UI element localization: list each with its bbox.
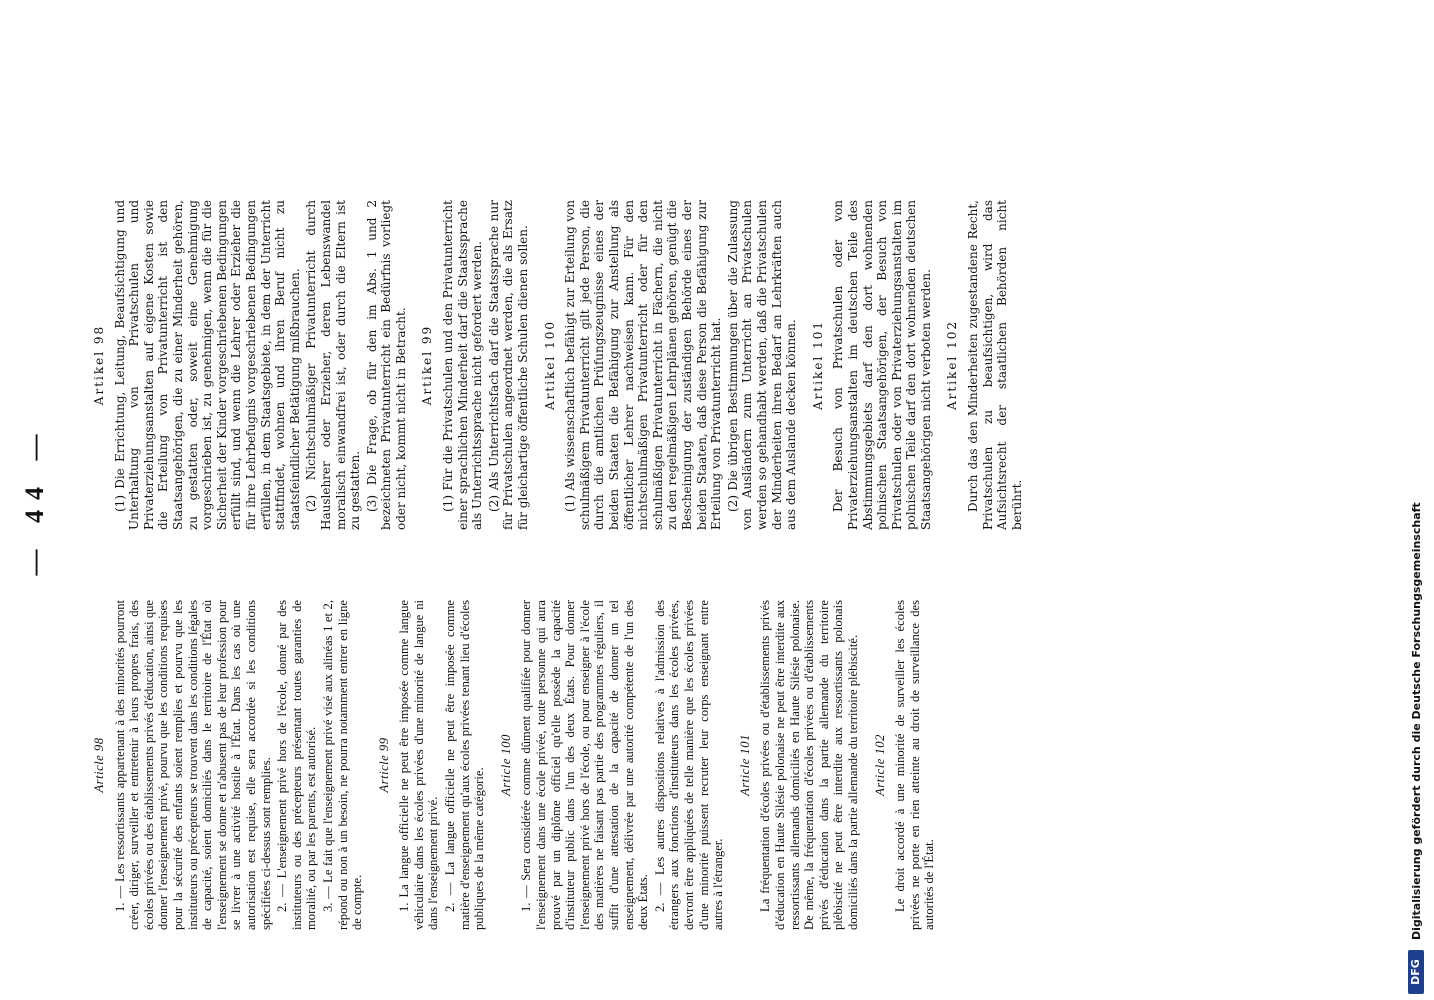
french-article — [92, 600, 365, 930]
article-title: Artikel 102 — [945, 320, 960, 410]
german-column — [80, 200, 1410, 530]
article-paragraph: La fréquentation d'écoles privées ou d'établissements privés d'éducation en Haute Silésie polonaise ne peut être interdite aux ressortissants allemands domiciliés en Haute Silésie polonaise. De même, la fréquentation d'écoles privées ou d'établissements privés d'éducation dans la partie allemande du territoire plébiscité ne peut être interdite aux ressortissants polonais domiciliés dans la partie allemande du territoire plébiscité. — [758, 600, 860, 930]
article-paragraph: Der Besuch von Privatschulen oder von Privaterziehungsanstalten im deutschen Teile des Abstimmungsgebiets darf den dort wohnenden polnischen Staatsangehörigen, der Besuch von Privatschulen oder von Privaterziehungsanstalten im polnischen Teile darf den dort wohnenden deutschen Staatsangehörigen nicht verboten werden. — [831, 200, 933, 530]
article-title: Article 99 — [376, 737, 391, 793]
article-title: Article 100 — [498, 734, 513, 796]
article-paragraph: 1. La langue officielle ne peut être imposée comme langue véhiculaire dans les écoles privées d'une minorité de langue ni dans l'enseignement privé. — [397, 600, 441, 930]
page-number: — 44 — — [20, 424, 49, 576]
digitization-footer — [1400, 0, 1434, 1000]
french-article — [738, 600, 861, 930]
french-column — [80, 600, 1410, 930]
article-paragraph: (1) Als wissenschaftlich befähigt zur Erteilung von schulmäßigem Privatunterricht gilt jede Person, die durch die amtlichen Prüfungszeugnisse eines der beiden Staaten die Befähigung zur Anstellung als öffentlicher Lehrer nachweisen kann. Für den nichtschulmäßigen Privatunterricht oder für den schulmäßigen Privatunterricht in Fächern, die nicht zu den regelmäßigen Lehrplänen gehören, genügt die Bescheinigung der zuständigen Behörde eines der beiden Staaten, daß diese Person die Befähigung zur Erteilung von Privatunterricht hat. — [563, 200, 724, 530]
article-paragraph: (2) Die übrigen Bestimmungen über die Zulassung von Ausländern zum Unterricht an Privatschulen werden so gehandhabt werden, daß die Privatschulen der Minderheiten ihren Bedarf an Lehrkräften auch aus dem Auslande decken können. — [725, 200, 799, 530]
article-paragraph: 2. — Les autres dispositions relatives à l'admission des étrangers aux fonctions d'instituteurs dans les écoles privées, devront être appliquées de telle manière que les écoles privées d'une minorité puissent recruter leur corps enseignant entre autres à l'étranger. — [652, 600, 726, 930]
french-article — [377, 600, 487, 930]
article-paragraph: (2) Als Unterrichtsfach darf die Staatssprache nur für Privatschulen angeordnet werden, die als Ersatz für gleichartige öffentliche Schulen dienen sollen. — [486, 200, 531, 530]
article-title: Artikel 99 — [420, 324, 435, 406]
dfg-logo: DFG — [1408, 950, 1424, 994]
german-article — [92, 200, 408, 530]
article-paragraph: 1. — Les ressortissants appartenant à des minorités pourront créer, diriger, surveiller et entretenir à leurs propres frais, des écoles privées ou des établissements privés d'éducation, ainsi que donner l'enseignement privé, pourvu que les conditions requises pour la sécurité des enfants soient remplies et pourvu que les instituteurs ou précepteurs se trouvent dans les conditions légales de capacité, soient domiciliés dans le territoire de l'État où l'enseignement se donne et n'abusent pas de leur profession pour se livrer à une activité hostile à l'État. Dans les cas où une autorisation est requise, elle sera accordée si les conditions spécifiées ci-dessus sont remplies. — [112, 600, 273, 930]
article-paragraph: (3) Die Frage, ob für den im Abs. 1 und 2 bezeichneten Privatunterricht ein Bedürfnis vorliegt oder nicht, kommt nicht in Betracht. — [364, 200, 408, 530]
german-article — [945, 200, 1024, 530]
article-title: Artikel 101 — [810, 320, 825, 410]
footer-credit: Digitalisierung gefördert durch die Deutsche Forschungsgemeinschaft — [1410, 502, 1423, 940]
article-paragraph: 1. — Sera considérée comme dûment qualifiée pour donner l'enseignement dans une école privée, toute personne qui aura prouvé par un diplôme officiel qu'elle possède la capacité d'instituteur public dans l'un des deux États. Pour donner l'enseignement privé hors de l'école, ou pour enseigner à l'école des matières ne faisant pas partie des programmes réguliers, il suffit d'une attestation de la capacité de donner un tel enseignement, délivrée par une autorité compétente de l'un des deux États. — [519, 600, 651, 930]
article-title: Article 102 — [872, 734, 887, 796]
article-paragraph: 2. — L'enseignement privé hors de l'école, donné par des instituteurs ou des précepteurs présentant toutes garanties de moralité, ou par les parents, est autorisé. — [275, 600, 319, 930]
german-article — [543, 200, 799, 530]
article-paragraph: 2. — La langue officielle ne peut être imposée comme matière d'enseignement qu'aux écoles privées tenant lieu d'écoles publiques de la même catégorie. — [443, 600, 487, 930]
article-paragraph: (1) Für die Privatschulen und den Privatunterricht einer sprachlichen Minderheit darf die Staatssprache als Unterrichtssprache nicht gefordert werden. — [441, 200, 485, 530]
article-title: Artikel 98 — [92, 324, 106, 406]
article-paragraph: (2) Nichtschulmäßiger Privatunterricht durch Hauslehrer oder Erzieher, deren Lebenswandel moralisch einwandfrei ist, oder durch die Eltern ist zu gestatten. — [304, 200, 363, 530]
article-title: Article 98 — [92, 737, 106, 793]
german-article — [811, 200, 934, 530]
article-paragraph: Le droit accordé à une minorité de surveiller les écoles privées ne porte en rien atteinte au droit de surveillance des autorités de l'État. — [893, 600, 937, 930]
german-article — [420, 200, 530, 530]
article-paragraph: (1) Die Errichtung, Leitung, Beaufsichtigung und Unterhaltung von Privatschulen und Privaterziehungsanstalten auf eigene Kosten sowie die Erteilung von Privatunterricht ist den Staatsangehörigen, die zu einer Minderheit gehören, zu gestatten oder, soweit eine Genehmigung vorgeschrieben ist, zu genehmigen, wenn die für die Sicherheit der Kinder vorgeschriebenen Bedingungen erfüllt sind, und wenn die Lehrer oder Erzieher die für ihre Lehrbefugnis vorgeschriebenen Bedingungen erfüllen, in dem Staatsgebiete, in dem der Unterricht stattfindet, wohnen und ihren Beruf nicht zu staatsfeindlicher Betätigung mißbrauchen. — [112, 200, 302, 530]
article-title: Artikel 100 — [542, 320, 557, 410]
article-title: Article 101 — [737, 734, 752, 796]
french-article — [499, 600, 726, 930]
article-paragraph: 3. — Le fait que l'enseignement privé visé aux alinéas 1 et 2, répond ou non à un besoin, ne pourra notamment entrer en ligne de compte. — [320, 600, 365, 930]
french-article — [873, 600, 937, 930]
article-paragraph: Durch das den Minderheiten zugestandene Recht, Privatschulen zu beaufsichtigen, wird das Aufsichtsrecht der staatlichen Behörden nicht berührt. — [966, 200, 1024, 530]
